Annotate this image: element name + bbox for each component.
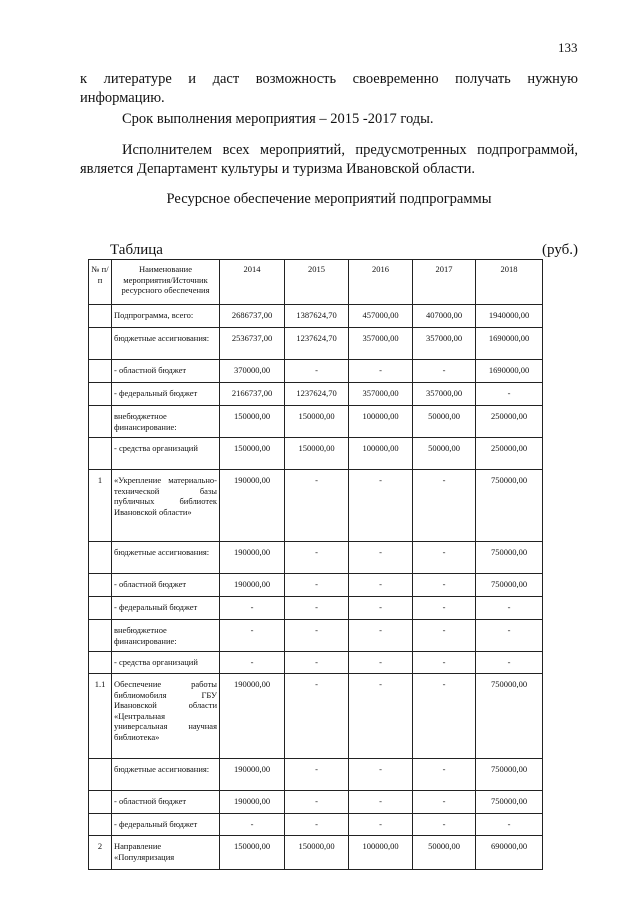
cell-name: внебюджетное финансирование:	[112, 406, 220, 438]
cell-value: -	[349, 574, 413, 597]
cell-value: 50000,00	[413, 406, 476, 438]
cell-name: - областной бюджет	[112, 360, 220, 383]
cell-value: -	[413, 542, 476, 574]
cell-name: внебюджетное финансирование:	[112, 620, 220, 652]
table-row	[89, 438, 543, 470]
page-number: 133	[558, 40, 578, 55]
cell-name: бюджетные ассигнования:	[112, 542, 220, 574]
table-caption: Таблица	[110, 242, 163, 258]
table-row	[89, 836, 543, 870]
cell-number	[89, 814, 112, 836]
paragraph-continuation	[80, 70, 578, 108]
text-line: к литературе и даст возможность своевременно получать нужную	[80, 71, 578, 87]
table-row	[89, 406, 543, 438]
cell-value: 1387624,70	[285, 305, 349, 328]
cell-value: -	[413, 791, 476, 814]
cell-value: -	[285, 652, 349, 674]
cell-value: 50000,00	[413, 438, 476, 470]
table-row	[89, 759, 543, 791]
section-heading: Ресурсное обеспечение мероприятий подпрограммы	[166, 191, 492, 207]
cell-number	[89, 406, 112, 438]
cell-value: 250000,00	[476, 438, 543, 470]
cell-value: -	[285, 574, 349, 597]
cell-name: - федеральный бюджет	[112, 814, 220, 836]
cell-value: 150000,00	[220, 438, 285, 470]
header-name: Наименование мероприятия/Источник ресурсного обеспечения	[112, 260, 220, 305]
paragraph-executor	[80, 141, 578, 179]
table-unit: (руб.)	[542, 242, 578, 258]
cell-value: -	[349, 542, 413, 574]
cell-value: 150000,00	[220, 406, 285, 438]
cell-value: -	[413, 597, 476, 620]
cell-name: Подпрограмма, всего:	[112, 305, 220, 328]
cell-value: -	[285, 597, 349, 620]
cell-value: -	[349, 597, 413, 620]
cell-value: 1940000,00	[476, 305, 543, 328]
cell-value: -	[349, 620, 413, 652]
cell-name: - средства организаций	[112, 438, 220, 470]
cell-number	[89, 652, 112, 674]
cell-value: -	[413, 814, 476, 836]
cell-value: -	[220, 814, 285, 836]
cell-value: 750000,00	[476, 674, 543, 759]
cell-value: 750000,00	[476, 574, 543, 597]
cell-name: Направление «Популяризация	[112, 836, 220, 870]
cell-number	[89, 305, 112, 328]
cell-value: -	[413, 652, 476, 674]
table-row	[89, 470, 543, 542]
cell-value: -	[476, 652, 543, 674]
cell-number	[89, 328, 112, 360]
cell-number: 2	[89, 836, 112, 870]
cell-number	[89, 438, 112, 470]
cell-name: - средства организаций	[112, 652, 220, 674]
cell-name: - областной бюджет	[112, 574, 220, 597]
cell-value: -	[476, 620, 543, 652]
cell-value: 190000,00	[220, 759, 285, 791]
cell-value: -	[476, 383, 543, 406]
cell-value: 407000,00	[413, 305, 476, 328]
cell-value: -	[285, 470, 349, 542]
cell-value: -	[285, 759, 349, 791]
table-row	[89, 814, 543, 836]
cell-name: - федеральный бюджет	[112, 597, 220, 620]
table-row	[89, 574, 543, 597]
cell-value: -	[413, 759, 476, 791]
table-row	[89, 328, 543, 360]
resource-table	[88, 259, 543, 870]
cell-value: -	[349, 470, 413, 542]
cell-value: 190000,00	[220, 674, 285, 759]
cell-number	[89, 791, 112, 814]
cell-value: -	[413, 674, 476, 759]
cell-value: 150000,00	[220, 836, 285, 870]
table-row	[89, 791, 543, 814]
cell-value: 2536737,00	[220, 328, 285, 360]
cell-number	[89, 620, 112, 652]
text-line: является Департамент культуры и туризма Ивановской области.	[80, 161, 475, 177]
table-row	[89, 383, 543, 406]
header-no: № п/п	[89, 260, 112, 305]
cell-value: -	[285, 674, 349, 759]
cell-value: 750000,00	[476, 542, 543, 574]
table-row	[89, 542, 543, 574]
cell-value: -	[285, 791, 349, 814]
cell-value: -	[349, 674, 413, 759]
cell-value: 150000,00	[285, 406, 349, 438]
header-2014: 2014	[220, 260, 285, 305]
cell-value: 370000,00	[220, 360, 285, 383]
table-row	[89, 597, 543, 620]
cell-value: 357000,00	[349, 383, 413, 406]
cell-value: 457000,00	[349, 305, 413, 328]
cell-value: 100000,00	[349, 406, 413, 438]
table-row	[89, 305, 543, 328]
cell-value: -	[349, 652, 413, 674]
cell-value: 357000,00	[413, 383, 476, 406]
cell-number	[89, 360, 112, 383]
header-2016: 2016	[349, 260, 413, 305]
cell-value: 2166737,00	[220, 383, 285, 406]
cell-value: -	[285, 360, 349, 383]
cell-value: 1690000,00	[476, 360, 543, 383]
cell-number	[89, 574, 112, 597]
cell-name: - областной бюджет	[112, 791, 220, 814]
cell-value: -	[220, 652, 285, 674]
cell-value: 190000,00	[220, 542, 285, 574]
cell-number	[89, 597, 112, 620]
header-2018: 2018	[476, 260, 543, 305]
cell-name: - федеральный бюджет	[112, 383, 220, 406]
paragraph-term: Срок выполнения мероприятия – 2015 -2017 годы.	[122, 111, 434, 127]
cell-value: 2686737,00	[220, 305, 285, 328]
cell-value: 190000,00	[220, 791, 285, 814]
cell-value: -	[285, 542, 349, 574]
cell-value: 357000,00	[349, 328, 413, 360]
cell-value: -	[413, 360, 476, 383]
cell-value: 150000,00	[285, 836, 349, 870]
cell-value: 1237624,70	[285, 328, 349, 360]
cell-value: -	[413, 620, 476, 652]
cell-value: 357000,00	[413, 328, 476, 360]
cell-value: -	[476, 814, 543, 836]
text-line: Исполнителем всех мероприятий, предусмотренных подпрограммой,	[122, 142, 578, 158]
cell-name: бюджетные ассигнования:	[112, 759, 220, 791]
cell-value: 100000,00	[349, 438, 413, 470]
cell-value: 750000,00	[476, 759, 543, 791]
cell-number: 1.1	[89, 674, 112, 759]
cell-value: -	[220, 620, 285, 652]
table-row	[89, 652, 543, 674]
table-row	[89, 360, 543, 383]
table-row	[89, 674, 543, 759]
cell-value: -	[285, 814, 349, 836]
cell-value: -	[349, 814, 413, 836]
table-row	[89, 620, 543, 652]
cell-value: -	[349, 360, 413, 383]
cell-number	[89, 383, 112, 406]
cell-value: 190000,00	[220, 470, 285, 542]
cell-number: 1	[89, 470, 112, 542]
cell-value: 750000,00	[476, 470, 543, 542]
cell-value: -	[476, 597, 543, 620]
cell-value: 1690000,00	[476, 328, 543, 360]
cell-value: 50000,00	[413, 836, 476, 870]
header-2017: 2017	[413, 260, 476, 305]
cell-name: «Укрепление материально-технической базы публичных библиотек Ивановской области»	[112, 470, 220, 542]
header-2015: 2015	[285, 260, 349, 305]
table-header-row	[89, 260, 543, 305]
cell-value: -	[285, 620, 349, 652]
cell-value: -	[220, 597, 285, 620]
cell-value: 190000,00	[220, 574, 285, 597]
cell-number	[89, 759, 112, 791]
cell-value: 1237624,70	[285, 383, 349, 406]
cell-number	[89, 542, 112, 574]
cell-value: -	[413, 574, 476, 597]
cell-value: -	[349, 759, 413, 791]
cell-value: -	[349, 791, 413, 814]
cell-value: 100000,00	[349, 836, 413, 870]
cell-value: 690000,00	[476, 836, 543, 870]
cell-name: бюджетные ассигнования:	[112, 328, 220, 360]
cell-name: Обеспечение работы библиомобиля ГБУ Ивановской области «Центральная универсальная научная библиотека»	[112, 674, 220, 759]
cell-value: 150000,00	[285, 438, 349, 470]
cell-value: -	[413, 470, 476, 542]
cell-value: 250000,00	[476, 406, 543, 438]
text-line: информацию.	[80, 90, 165, 106]
cell-value: 750000,00	[476, 791, 543, 814]
